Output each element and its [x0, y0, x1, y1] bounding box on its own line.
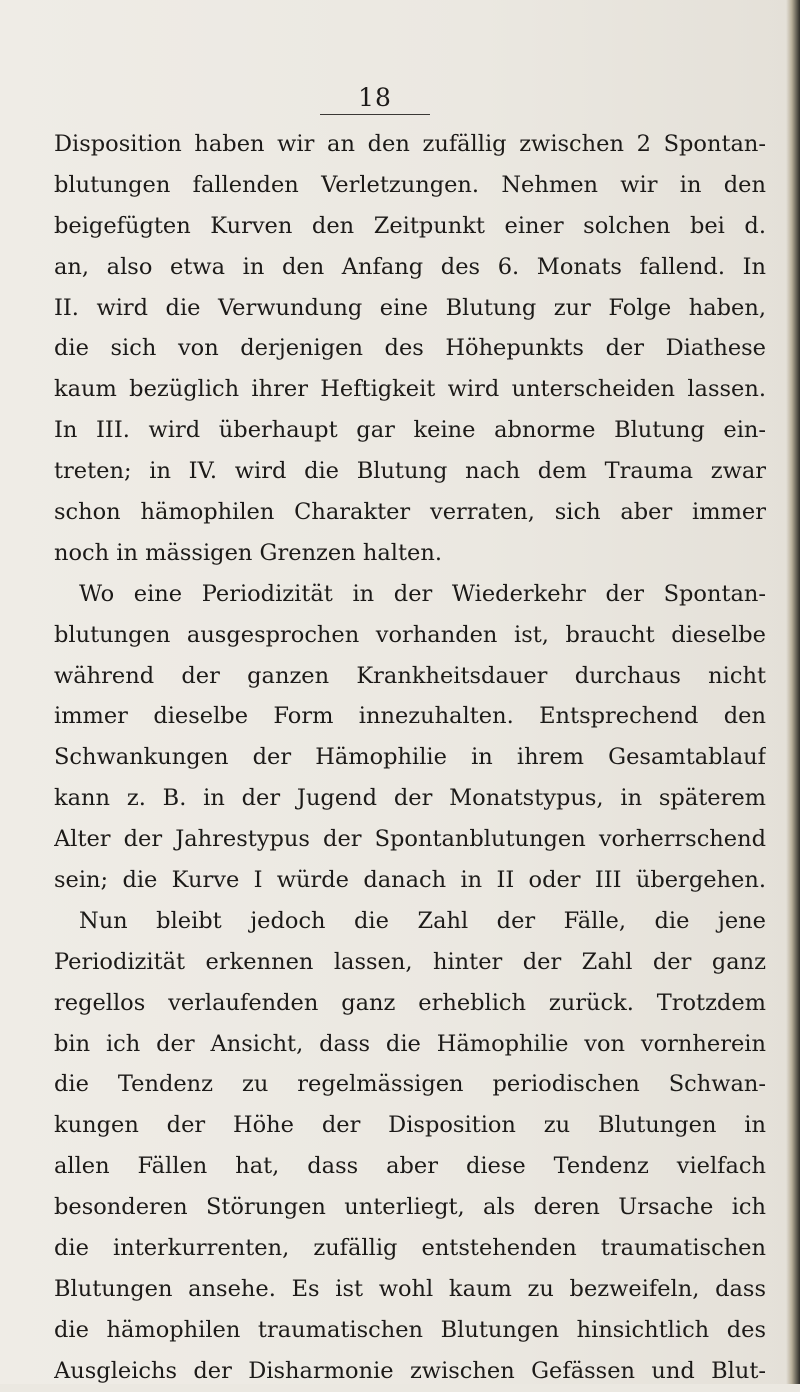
text-line: die Tendenz zu regelmässigen periodischen Schwan-	[54, 1071, 766, 1098]
text-line: sein; die Kurve I würde danach in II oder III übergehen.	[54, 867, 766, 894]
text-line: blutungen ausgesprochen vorhanden ist, braucht dieselbe	[54, 621, 766, 648]
text-line: Wo eine Periodizität in der Wiederkehr der Spontan-	[79, 580, 766, 607]
text-line: bin ich der Ansicht, dass die Hämophilie von vornherein	[54, 1030, 766, 1057]
text-line: II. wird die Verwundung eine Blutung zur Folge haben,	[54, 294, 766, 321]
text-line: treten; in IV. wird die Blutung nach dem Trauma zwar	[54, 458, 766, 485]
text-line: allen Fällen hat, dass aber diese Tendenz vielfach	[54, 1153, 766, 1180]
text-line: Blutungen ansehe. Es ist wohl kaum zu bezweifeln, dass	[54, 1275, 766, 1302]
text-line: noch in mässigen Grenzen halten.	[54, 539, 442, 566]
text-line: blutungen fallenden Verletzungen. Nehmen wir in den	[54, 171, 766, 198]
text-line: immer dieselbe Form innezuhalten. Entsprechend den	[54, 703, 766, 730]
text-line: kungen der Höhe der Disposition zu Blutungen in	[54, 1112, 766, 1139]
text-line: die sich von derjenigen des Höhepunkts der Diathese	[54, 335, 766, 362]
page-number: 18	[320, 84, 430, 115]
body-text	[54, 124, 766, 1392]
text-line: die hämophilen traumatischen Blutungen hinsichtlich des	[54, 1316, 766, 1343]
text-line: Ausgleichs der Disharmonie zwischen Gefässen und Blut-	[54, 1357, 766, 1384]
text-line: schon hämophilen Charakter verraten, sich aber immer	[54, 499, 766, 526]
text-line: Alter der Jahrestypus der Spontanblutungen vorherrschend	[54, 826, 766, 853]
text-line: die interkurrenten, zufällig entstehenden traumatischen	[54, 1235, 766, 1262]
page-edge-shadow	[786, 0, 800, 1384]
text-line: Periodizität erkennen lassen, hinter der Zahl der ganz	[54, 948, 766, 975]
text-line: In III. wird überhaupt gar keine abnorme Blutung ein-	[54, 417, 766, 444]
text-line: an, also etwa in den Anfang des 6. Monats fallend. In	[54, 253, 766, 280]
text-line: Disposition haben wir an den zufällig zwischen 2 Spontan-	[54, 131, 766, 157]
text-line: während der ganzen Krankheitsdauer durchaus nicht	[54, 662, 766, 689]
text-line: Nun bleibt jedoch die Zahl der Fälle, die jene	[79, 907, 766, 934]
text-line: beigefügten Kurven den Zeitpunkt einer solchen bei d.	[54, 212, 766, 239]
text-line: kann z. B. in der Jugend der Monatstypus, in späterem	[54, 785, 766, 812]
text-line: kaum bezüglich ihrer Heftigkeit wird unterscheiden lassen.	[54, 376, 766, 403]
text-line: Schwankungen der Hämophilie in ihrem Gesamtablauf	[54, 744, 766, 771]
text-line: regellos verlaufenden ganz erheblich zurück. Trotzdem	[54, 989, 766, 1016]
text-line: besonderen Störungen unterliegt, als deren Ursache ich	[54, 1194, 766, 1221]
